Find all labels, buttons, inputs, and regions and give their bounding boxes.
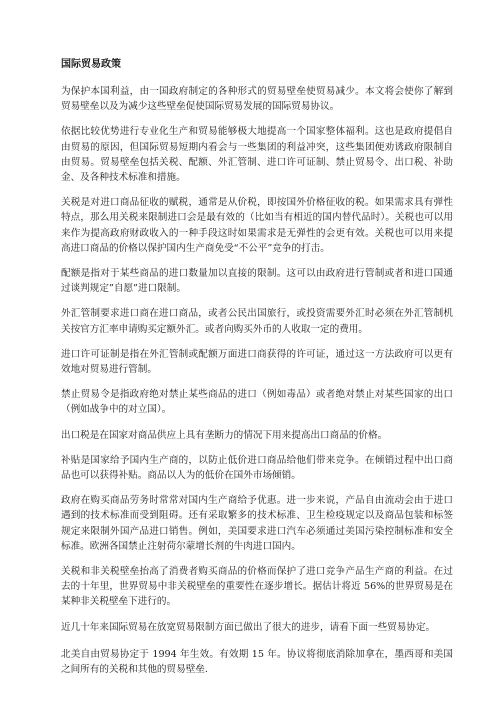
- paragraph-non-tariff-barriers: 关税和非关税壁垒抬高了消费者购买商品的价格而保护了进口竞争产品生产商的利益。在过去的十年里，世界贸易中非关税壁垒的重要性在逐步增长。据估计将近 56%的世界贸易是在某种非关税壁垒下进行的。: [61, 566, 453, 608]
- paragraph-subsidies: 补贴是国家给予国内生产商的，以防止低价进口商品给他们带来竞争。在倾销过程中出口商品也可以获得补贴。商品以人为的低价在国外市场倾销。: [61, 454, 453, 482]
- paragraph-embargo: 禁止贸易令是指政府绝对禁止某些商品的进口（例如毒品）或者绝对禁止对某些国家的出口（例如战争中的对立国）。: [61, 389, 453, 416]
- document-page: [61, 58, 453, 687]
- paragraph-export-tax: 出口税是在国家对商品供应上具有垄断力的情况下用来提高出口商品的价格。: [61, 429, 388, 441]
- paragraph-trade-agreements: 近几十年来国际贸易在放宽贸易限制方面已做出了很大的进步，请看下面一些贸易协定。: [61, 621, 436, 633]
- paragraph-quotas: 配额是指对于某些商品的进口数量加以直接的限制。这可以由政府进行管制或者和进口国通过谈判规定”自愿”进口限制。: [61, 268, 453, 295]
- paragraph-intro: 为保护本国利益，由一国政府制定的各种形式的贸易壁垒使贸易减少。本文将会使你了解到贸易壁垒以及为减少这些壁垒促使国际贸易发展的国际贸易协议。: [61, 86, 453, 113]
- paragraph-tariffs: 关税是对进口商品征收的赋税，通常是从价税，即按国外价格征收的税。如果需求具有弹性特点，那么用关税来限制进口会是最有效的（比如当有相近的国内替代品时）。关税也可以用来作为提高政府财政收入的一种手段这时如果需求是无弹性的会更有效。关税也可以用来提高进口商品的价格以保护国内生产商免受“不公平”竞争的打击。: [61, 197, 453, 254]
- paragraph-nafta: 北美自由贸易协定于 1994 年生效。有效期 15 年。协议将彻底消除加拿在，墨西哥和美国之间所有的关税和其他的贸易壁垒.: [61, 648, 453, 676]
- document-title: 国际贸易政策: [61, 59, 121, 70]
- paragraph-exchange-control: 外汇管制要求进口商在进口商品，或者公民出国旅行，或投资需要外汇时必须在外汇管制机关按官方汇率申请购买定额外汇。或者向购买外币的人收取一定的费用。: [61, 308, 453, 335]
- paragraph-import-licensing: 进口许可证制是指在外汇管制或配额万面进口商获得的许可证，通过这一方法政府可以更有效地对贸易进行管制。: [61, 348, 453, 376]
- paragraph-technical-standards: 政府在购买商品劳务时常常对国内生产商给予优惠。进一步来说，产品自由流动会由于进口遇到的技术标准而受到阻碍。还有采取繁多的技术标准、卫生检疫规定以及商品包装和标签规定来限制外国产品进口销售。例如，美国要求进口汽车必须通过美国污染控制标准和安全标准。欧洲各国禁止注射荷尔蒙增长剂的牛肉进口国内。: [61, 495, 453, 552]
- paragraph-comparative-advantage: 依据比较优势进行专业化生产和贸易能够极大地提高一个国家整体福利。这也是政府提倡自由贸易的原因，但国际贸易短期内看会与一些集团的利益冲突，这些集团便劝诱政府限制自由贸易。贸易壁垒包括关税、配额、外汇管制、进口许可证制、禁止贸易令、出口税、补助金、及各种技术标准和措施。: [61, 126, 453, 184]
